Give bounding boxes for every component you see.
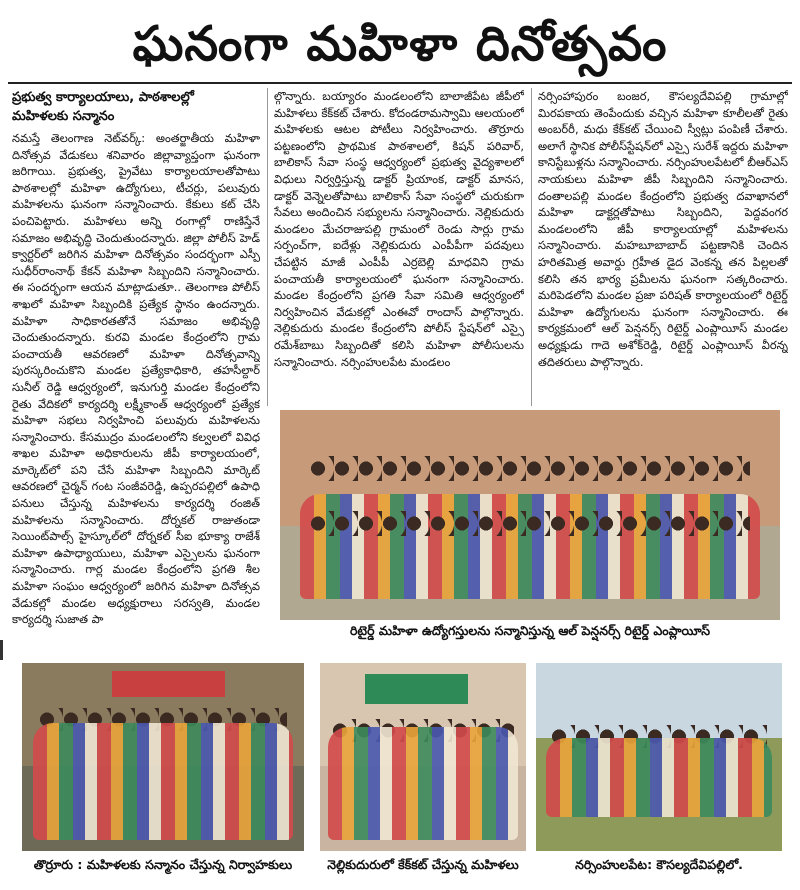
subheading-line-2: మహిళలకు సన్మానం	[12, 109, 115, 124]
main-photo	[280, 410, 780, 620]
photo-middle-caption: నెల్లికుదురులో కేక్‌కట్‌ చేస్తున్న మహిళలు	[327, 857, 519, 872]
subheading-line-1: ప్రభుత్వ కార్యాలయాలు, పాఠశాలల్లో	[12, 90, 194, 105]
article-column-2	[274, 88, 524, 404]
photo-middle	[320, 663, 526, 851]
margin-mark	[0, 640, 3, 660]
photo-right	[536, 663, 782, 851]
column-divider	[531, 88, 532, 406]
column-1-text: నమస్తే తెలంగాణ నెట్‌వర్క్‌: అంతర్జాతీయ మహిళా దినోత్సవ వేడుకలు శనివారం జిల్లావ్యాప్తంగా ఘనంగా జరిగాయి. ప్రభుత్వ, ప్రైవేటు కార్యాలయాలతోపాటు పాఠశాలల్లో మహిళా ఉద్యోగులు, టీచర్లు, పలువురు మహిళలను ఘనంగా సన్మానించారు. కేకులు కట్‌ చేసి పంచిపెట్టారు. మహిళలు అన్ని రంగాల్లో రాణిస్తేనే సమాజం అభివృద్ధి చెందుతుందన్నారు. జిల్లా పోలీస్‌ హెడ్‌ క్వార్టర్‌లో జరిగిన మహిళా దినోత్సవం సందర్భంగా ఎస్పీ సుధీర్‌రాంనాథ్‌ కేకన్‌ మహిళా సిబ్బందిని సన్మానించారు. ఈ సందర్భంగా ఆయన మాట్లాడుతూ.. తెలంగాణ పోలీస్‌ శాఖలో మహిళా సిబ్బందికి ప్రత్యేక స్థానం ఉందన్నారు. మహిళా సాధికారతతోనే సమాజం అభివృద్ధి చెందుతుందన్నారు. కురవి మండల కేంద్రంలోని గ్రామ పంచాయతీ ఆవరణలో మహిళా దినోత్సవాన్ని పురస్కరించుకొని మండల ప్రత్యేకాధికారి, తహసీల్దార్‌ సునీల్‌ రెడ్డి ఆధ్వర్యంలో, ఇనుగుర్తి మండల కేంద్రంలోని రైతు వేదికలో కార్యదర్శి లక్ష్మీకాంత్‌ ఆధ్వర్యంలో ప్రత్యేక మహిళా సభలు నిర్వహించి పలువురు మహిళలను సన్మానించారు. కేసముద్రం మండలంలోని కల్వలలో వివిధ శాఖల మహిళా అధికారులను జీపీ కార్యాలయంలో, మార్కెట్‌లో పని చేసే మహిళా సిబ్బందిని మార్కెట్‌ ఆవరణలో చైర్మన్‌ గంట సంజీవరెడ్డి, ఉప్పరపల్లిలో ఉపాధి పనులు చేస్తున్న మహిళలను కార్యదర్శి రంజిత్‌ మహిళలను సన్మానించారు. దోర్నకల్‌ రాజుతండా సెయింట్‌పాల్స్‌ హైస్కూల్‌లో దోర్నకల్‌ సీఐ భూక్యా రాజేశ్‌ మహిళా ఉపాధ్యాయులు, మహిళా ఎస్సైలను ఘనంగా సన్మానించారు. గార్ల మండల కేంద్రంలోని ప్రగతి శీల మహిళా సంఘం ఆధ్వర్యంలో జరిగిన మహిళా దినోత్సవ వేడుకల్లో మండల అధ్యక్షురాలు సరస్వతి, మండల కార్యదర్శి సుజాత పా	[12, 131, 260, 627]
photo-right-caption: నర్సింహులపేట: కౌసల్యదేవిపల్లిలో.	[575, 857, 743, 872]
column-2-text: ల్గొన్నారు. బయ్యారం మండలంలోని బాలాజీపేట జీపీలో మహిళలు కేక్‌కట్‌ చేశారు. కోదండరామస్వామి ఆలయంలో మహిళలకు ఆటల పోటీలు నిర్వహించారు. తొర్రూరు పట్టణంలోని ప్రాథమిక పాఠశాలలో, కిషన్‌ పరివార్‌, బాలికాస్‌ సేవా సంస్థ ఆధ్వర్యంలో ప్రభుత్వ వైద్యశాలలో విధులు నిర్వర్తిస్తున్న డాక్టర్‌ ప్రియాంక, డాక్టర్‌ మానస, డాక్టర్‌ వెన్నెలతోపాటు బాలికాస్‌ సేవా సంస్థలో చురుకుగా సేవలు అందించిన సభ్యులను సన్మానించారు. నెల్లికుదురు మండలం మేచరాజుపల్లి గ్రామంలో రెండు సార్లు గ్రామ సర్పంచ్‌గా, ఐదేళ్లు నెల్లికుదురు ఎంపీపీగా పదవులు చేపట్టిన మాజీ ఎంపీపీ ఎర్రబెల్లి మాధవిని గ్రామ పంచాయతీ కార్యాలయంలో ఘనంగా సన్మానించారు. మండల కేంద్రంలోని ప్రగతి సేవా సమితి ఆధ్వర్యంలో నిర్వహించిన వేడుకల్లో ఎంఈవో రాందాస్‌ పాల్గొన్నారు. నెల్లికుదురు మండల కేంద్రంలోని పోలీస్‌ స్టేషన్‌లో ఎస్సై రమేశ్‌బాబు సిబ్బందితో కలిసి మహిళా పోలీసులను సన్మానించారు. నర్సింహులపేట మండలం	[274, 89, 524, 369]
column-3-text: నర్సింహాపురం బంజర, కౌసల్యదేవిపల్లి గ్రామాల్లో మిరపకాయ తెంపేందుకు వచ్చిన మహిళా కూలీలతో రైతు అంబర్‌రీ, మధు కేక్‌కట్‌ చేయించి స్వీట్లు పంపిణీ చేశారు. అలాగే స్థానిక పోలీస్‌స్టేషన్‌లో ఎస్సై సురేశ్‌ ఇద్దరు మహిళా కానిస్టేబుళ్లను సన్మానించారు. నర్సింహులపేటలో బీఆర్‌ఎస్‌ నాయకులు మహిళా జీపీ సిబ్బందిని సన్మానించారు. దంతాలపల్లి మండల కేంద్రంలోని ప్రభుత్వ దవాఖానలో మహిళా డాక్టర్లతోపాటు సిబ్బందిని, పెద్దవంగర మండలంలోని జీపీ కార్యాలయాల్లో మహిళలను సన్మానించారు. మహబూబాబాద్‌ పట్టణానికి చెందిన హరితమిత్ర అవార్డు గ్రహీత డైద వెంకన్న తన పిల్లలతో కలిసి తన భార్య ప్రమీలను ఘనంగా సత్కరించారు. మరిపెడలోని మండల ప్రజా పరిషత్‌ కార్యాలయంలో రిటైర్డ్‌ మహిళా ఉద్యోగులను ఘనంగా సన్మానించారు. ఈ కార్యక్రమంలో ఆల్‌ పెన్షనర్స్‌ రిటైర్డ్‌ ఎంప్లాయీస్‌ మండల అధ్యక్షుడు గాదె అశోక్‌రెడ్డి, రిటైర్డ్‌ ఎంప్లాయీస్‌ వీరన్న తదితరులు పాల్గొన్నారు.	[538, 89, 788, 369]
headline: ఘనంగా మహిళా దినోత్సవం	[132, 16, 668, 72]
photo-left	[22, 663, 304, 851]
main-photo-caption: రిటైర్డ్‌ మహిళా ఉద్యోగస్తులను సన్మానిస్తున్న ఆల్‌ పెన్షనర్స్‌ రిటైర్డ్‌ ఎంప్లాయీస్‌	[350, 623, 710, 638]
photo-left-caption: తొర్రూరు : మహిళలకు సన్మానం చేస్తున్న నిర్వాహకులు	[33, 857, 293, 872]
article-column-1	[12, 88, 260, 648]
column-divider	[267, 88, 268, 406]
article-column-3	[538, 88, 788, 404]
subheading	[12, 88, 260, 126]
headline-rule	[8, 82, 792, 84]
